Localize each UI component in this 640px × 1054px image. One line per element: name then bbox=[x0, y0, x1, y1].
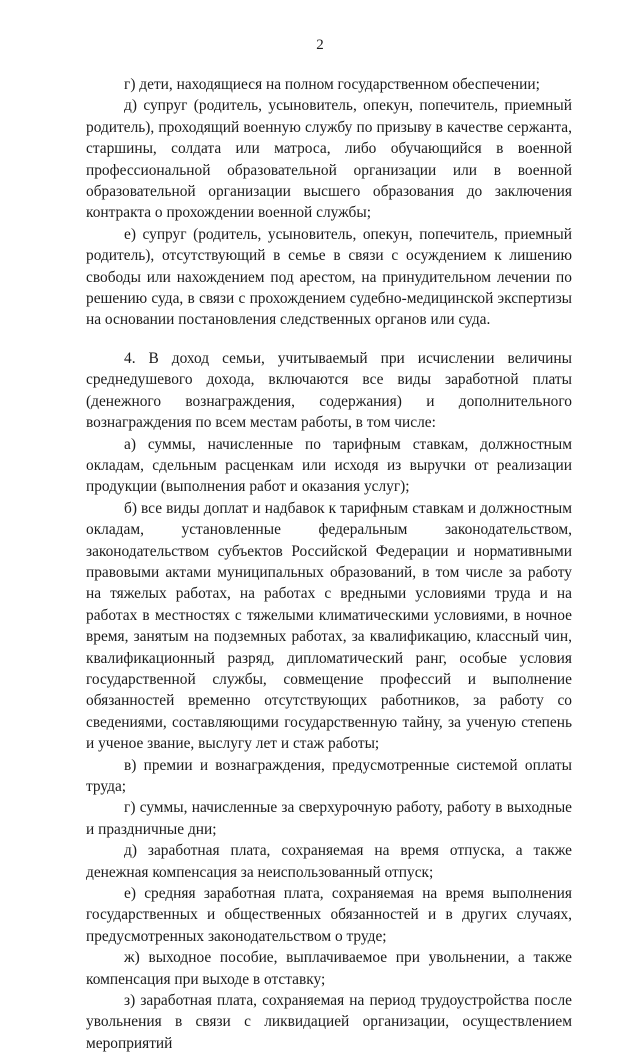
section-spacer bbox=[86, 331, 572, 348]
document-body bbox=[86, 74, 572, 1054]
paragraph-item-a-tariff-sums: а) суммы, начисленные по тарифным ставкам, должностным окладам, сдельным расценкам или исходя из выручки от реализации продукции (выполнения работ и оказания услуг); bbox=[86, 435, 572, 496]
paragraph-item-b-allowances: б) все виды доплат и надбавок к тарифным ставкам и должностным окладам, установленные федеральным законодательством, законодательством субъектов Российской Федерации и нормативными правовыми актами муниципальных образований, в том числе за работу на тяжелых работах, на работах с вредными условиями труда и на работах в местностях с тяжелыми климатическими условиями, в ночное время, занятым на подземных работах, за квалификацию, классный чин, квалификационный разряд, дипломатический ранг, особые условия государственной службы, совмещение профессий и выполнение обязанностей временно отсутствующих работников, за работу со сведениями, составляющими государственную тайну, за ученую степень и ученое звание, выслугу лет и стаж работы; bbox=[86, 499, 572, 753]
paragraph-item-e-absent-spouse: е) супруг (родитель, усыновитель, опекун, попечитель, приемный родитель), отсутствующий в семье в связи с осуждением к лишению свободы или нахождением под арестом, на принудительном лечении по решению суда, в связи с прохождением судебно-медицинской экспертизы на основании постановления следственных органов или суда. bbox=[86, 225, 572, 329]
paragraph-item-e-average-wage: е) средняя заработная плата, сохраняемая на время выполнения государственных и общественных обязанностей и в других случаях, предусмотренных законодательством о труде; bbox=[86, 885, 572, 945]
paragraph-section-4-intro: 4. В доход семьи, учитываемый при исчислении величины среднедушевого дохода, включаются все виды заработной платы (денежного вознаграждения, содержания) и дополнительного вознаграждения по всем местам работы, в том числе: bbox=[86, 349, 572, 432]
paragraph-item-zh-severance: ж) выходное пособие, выплачиваемое при увольнении, а также компенсация при выходе в отставку; bbox=[86, 949, 572, 988]
paragraph-item-g-children: г) дети, находящиеся на полном государственном обеспечении; bbox=[124, 76, 540, 93]
paragraph-item-v-bonuses: в) премии и вознаграждения, предусмотренные системой оплаты труда; bbox=[86, 756, 572, 795]
page-number: 2 bbox=[316, 37, 324, 53]
paragraph-item-d-military-spouse: д) супруг (родитель, усыновитель, опекун, попечитель, приемный родитель), проходящий военную службу по призыву в качестве сержанта, старшины, солдата или матроса, либо обучающийся в военной профессиональной образовательной организации или в военной образовательной организации высшего образования до заключения контракта о прохождении военной службы; bbox=[86, 97, 572, 222]
paragraph-item-z-retained-wage: з) заработная плата, сохраняемая на период трудоустройства после увольнения в связи с ликвидацией организации, осуществлением мероприятий bbox=[86, 992, 572, 1052]
paragraph-item-d-vacation-pay: д) заработная плата, сохраняемая на время отпуска, а также денежная компенсация за неиспользованный отпуск; bbox=[86, 842, 572, 881]
paragraph-item-g-overtime: г) суммы, начисленные за сверхурочную работу, работу в выходные и праздничные дни; bbox=[86, 799, 572, 838]
